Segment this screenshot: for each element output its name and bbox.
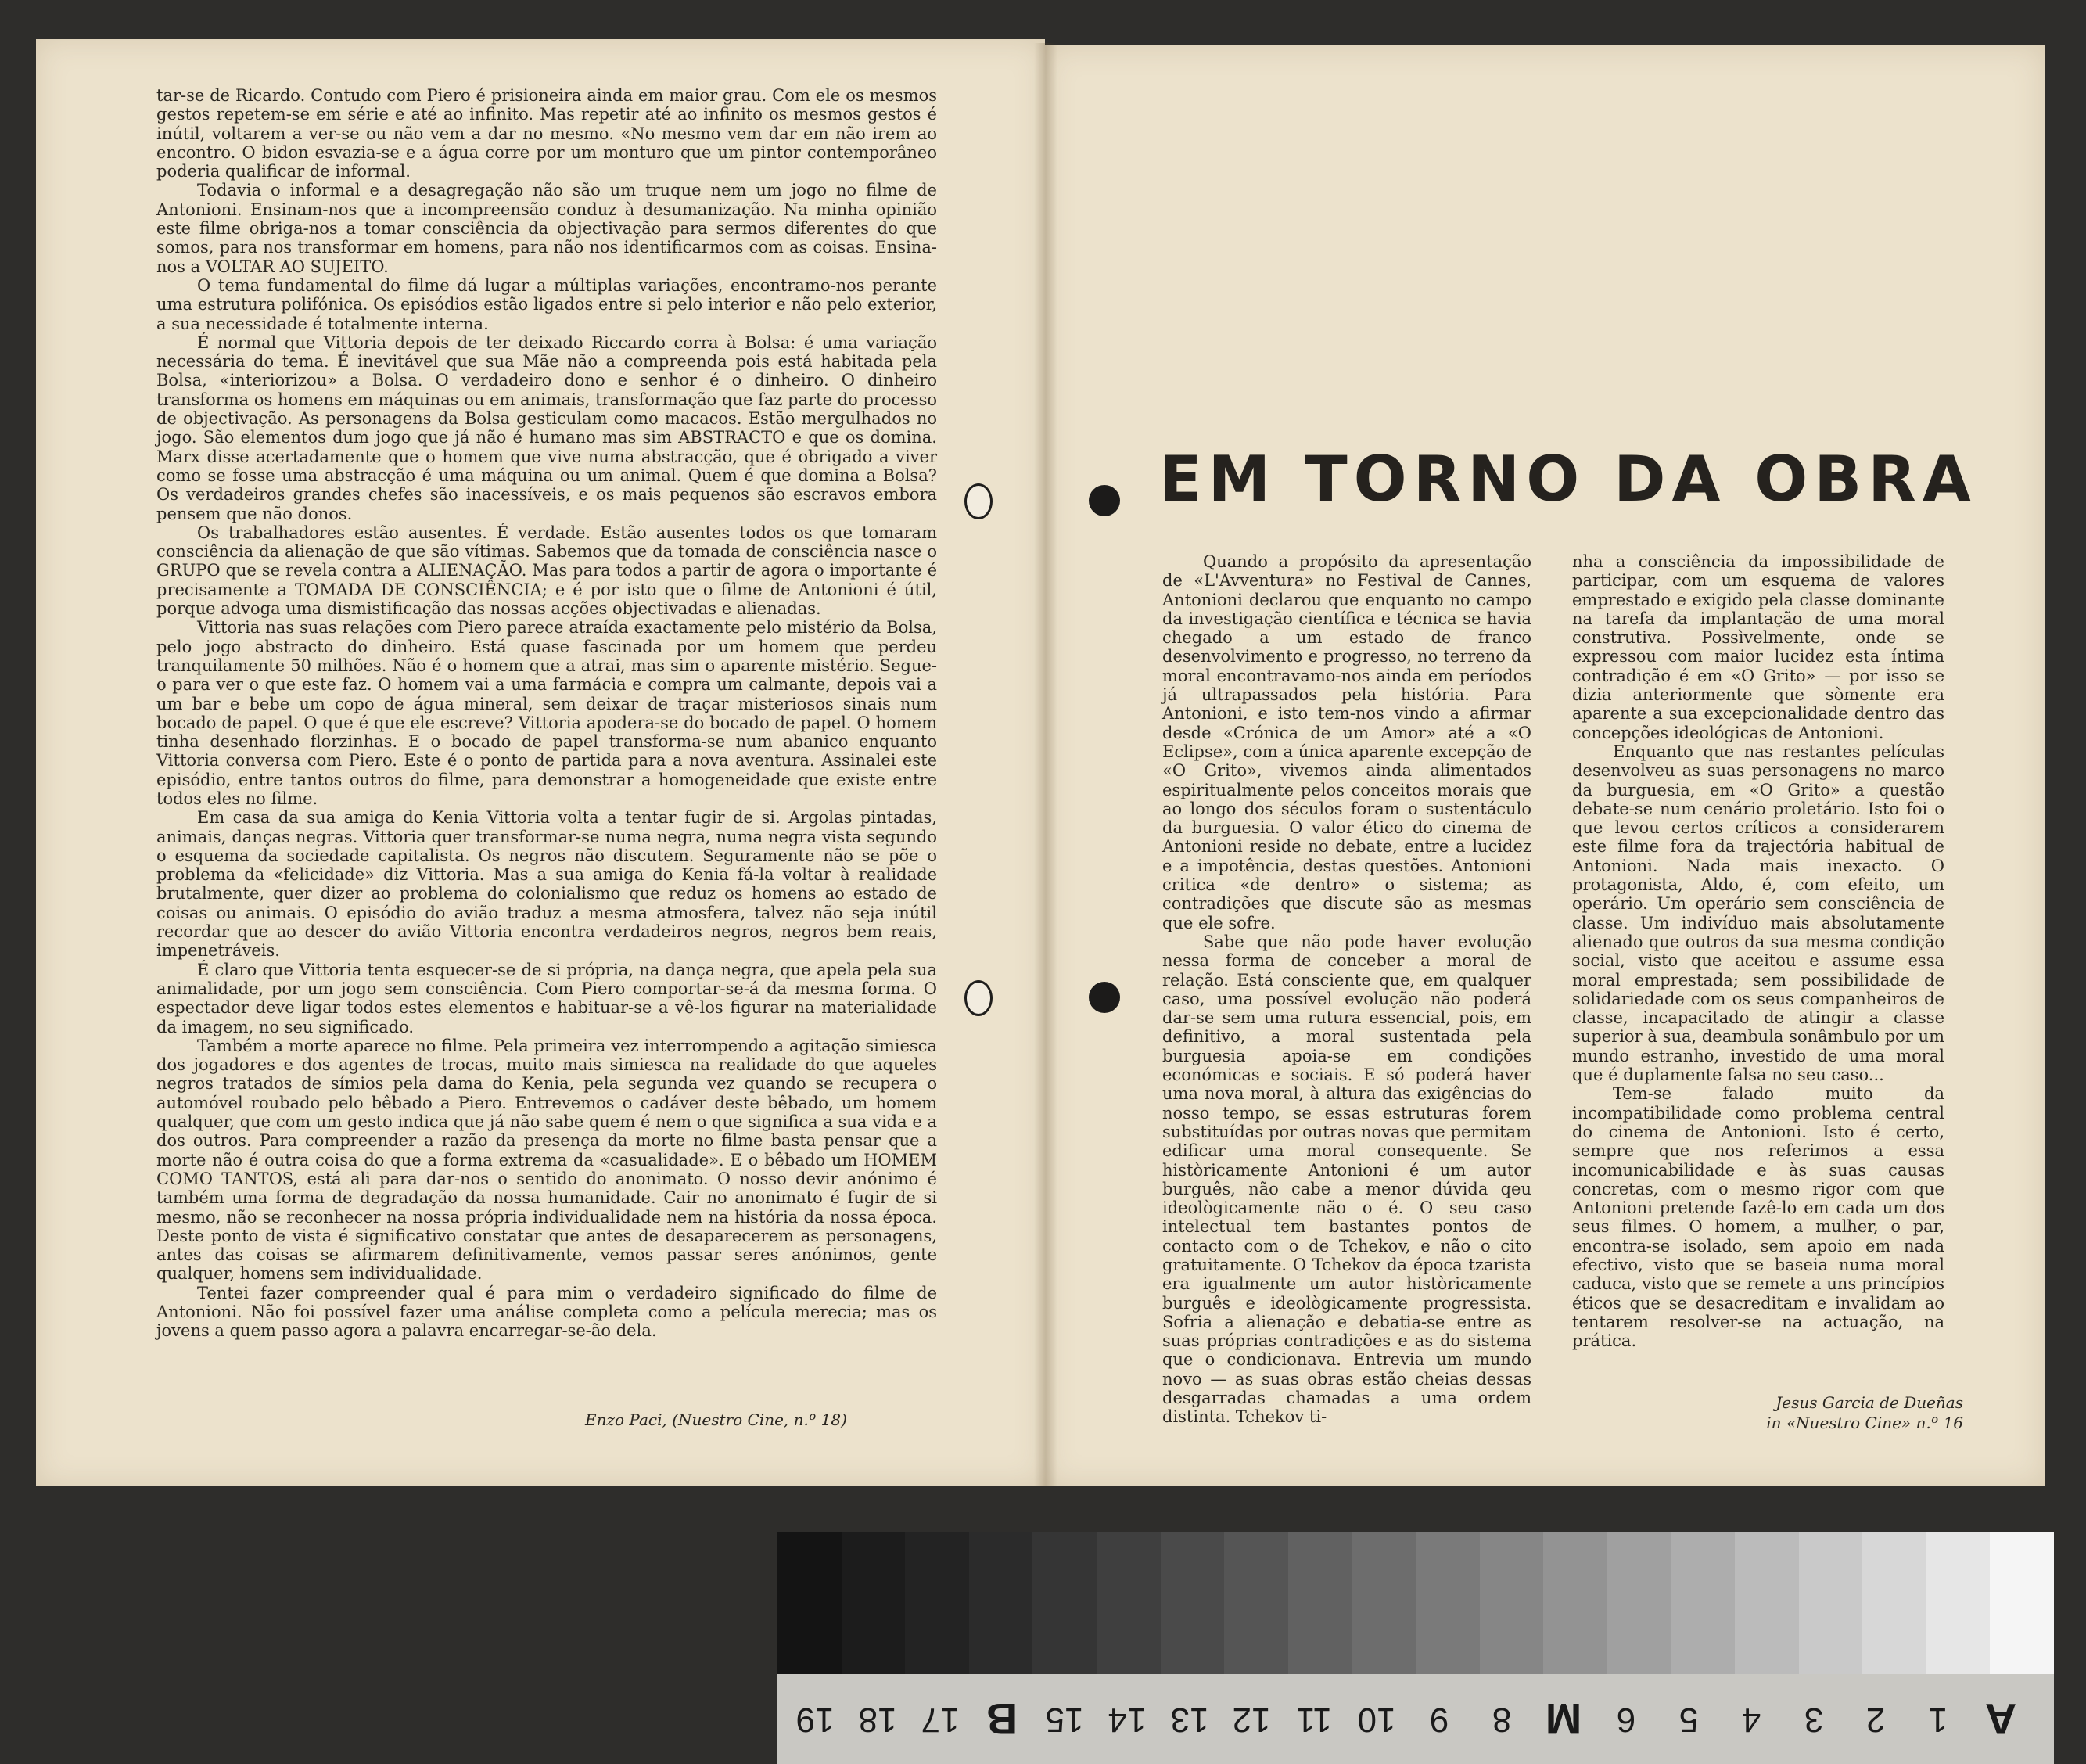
gray-step: [1416, 1532, 1480, 1674]
punch-hole: [1089, 485, 1120, 516]
gray-step: [1288, 1532, 1352, 1674]
scale-label: 3: [1804, 1700, 1823, 1739]
gray-step: [1480, 1532, 1544, 1674]
left-article-column: [156, 86, 937, 1341]
paragraph: tar-se de Ricardo. Contudo com Piero é prisioneira ainda em maior grau. Com ele os mesmos gestos repetem-se em série e até ao infinito. Mas repetir até ao infinito os mesmos gestos é inútil, voltarem a ver-se ou não vem a dar no mesmo. «No mesmo vem dar em não irem ao encontro. O bidon esvazia-se e a água corre por um monturo que um pintor contemporâneo poderia qualificar de informal.: [156, 86, 937, 181]
right-article-column-2: [1572, 552, 1944, 1350]
paragraph: Vittoria nas suas relações com Piero parece atraída exactamente pelo mistério da Bolsa, pelo jogo abstracto do dinheiro. Está quase fascinada por um homem que perdeu tranquilamente 50 milhões. Não é o homem que a atrai, mas sim o aparente mistério. Segue-o para ver o que este faz. O homem vai a uma farmácia e compra um calmante, depois vai a um bar e bebe um copo de água mineral, sem deixar de traçar misteriosos sinais num bocado de papel. O que é que ele escreve? Vittoria apodera-se do bocado de papel. O homem tinha desenhado florzinhas. E o bocado de papel transforma-se num abanico enquanto Vittoria conversa com Piero. Este é o ponto de partida para a nova aventura. Assinalei este episódio, entre tantos outros do filme, para demonstrar a homogeneidade que existe entre todos eles no filme.: [156, 618, 937, 808]
scale-label: 17: [921, 1700, 960, 1739]
gray-step: [1161, 1532, 1225, 1674]
paragraph: Também a morte aparece no filme. Pela primeira vez interrompendo a agitação simiesca dos jogadores e dos agentes de trocas, muito mais simiesca na realidade do que aqueles negros tratados de símios pela dama do Kenia, pela segunda vez quando se recupera o automóvel roubado pelo bêbado a Piero. Entrevemos o cadáver deste bêbado, um homem qualquer, que com um gesto indica que já não sabe quem é nem o que significa a sua vida e a dos outros. Para compreender a razão da presença da morte no filme basta pensar que a morte não é outra coisa do que a forma extrema da «casualidade». E o bêbado um HOMEM COMO TANTOS, está ali para dar-nos o sentido do anonimato. O nosso devir anónimo é também uma forma de degradação da nossa humanidade. Cair no anonimato é fugir de si mesmo, não se reconhecer na nossa própria individualidade nem na história da nossa época. Deste ponto de vista é significativo constatar que antes de desaparecerem as personagens, antes das coisas se afirmarem definitivamente, vemos passar seres anónimos, gente qualquer, homens sem individualidade.: [156, 1036, 937, 1284]
gray-step: [1735, 1532, 1799, 1674]
gray-step: [905, 1532, 969, 1674]
gray-step: [1990, 1532, 2054, 1674]
scale-label: 9: [1429, 1700, 1449, 1739]
gray-step: [969, 1532, 1033, 1674]
paragraph: Enquanto que nas restantes películas desenvolveu as suas personagens no marco da burguesia, em «O Grito» a questão debate-se num cenário proletário. Isto foi o que levou certos críticos a considerarem este filme fora da trajectória habitual de Antonioni. Nada mais inexacto. O protagonista, Aldo, é, com efeito, um operário. Um operário sem consciência de classe. Um indivíduo mais absolutamente alienado que outros da sua mesma condição social, visto que aceitou e assume essa moral emprestada; sem possibilidade de solidariedade com os seus companheiros de classe, incapacitado de atingir a classe superior à sua, deambula sonâmbulo por um mundo estranho, investido de uma moral que é duplamente falsa no seu caso...: [1572, 742, 1944, 1085]
gray-step: [1032, 1532, 1097, 1674]
gray-step: [1224, 1532, 1288, 1674]
punch-hole: [964, 483, 993, 519]
gray-step: [777, 1532, 842, 1674]
paragraph: Tentei fazer compreender qual é para mim o verdadeiro significado do filme de Antonioni. Não foi possível fazer uma análise completa como a película merecia; mas os jovens a quem passo agora a palavra encarregar-se-ão dela.: [156, 1283, 937, 1341]
gray-step: [1862, 1532, 1926, 1674]
scale-label: 2: [1866, 1700, 1886, 1739]
scale-label: 14: [1108, 1700, 1147, 1739]
gray-step: [842, 1532, 906, 1674]
paragraph: Tem-se falado muito da incompatibilidade como problema central do cinema de Antonioni. Isto é certo, sempre que nos referimos a essa incomunicabilidade e às suas causas concretas, com o mesmo rigor com que Antonioni pretende fazê-lo em cada um dos seus filmes. O homem, a mulher, o par, encontra-se isolado, sem apoio em nada efectivo, visto que se baseia numa moral caduca, visto que se remete a uns princípios éticos que se desacreditam e invalidam ao tentarem resolver-se na actuação, na prática.: [1572, 1084, 1944, 1351]
paragraph: nha a consciência da impossibilidade de participar, com um esquema de valores emprestado e exigido pela classe dominante na tarefa da implantação de uma moral construtiva. Possìvelmente, onde se expressou com maior lucidez esta íntima contradição é em «O Grito» — por isso se dizia anteriormente que sòmente era aparente a sua excepcionalidade dentro das concepções ideológicas de Antonioni.: [1572, 552, 1944, 742]
scale-label: 12: [1233, 1700, 1271, 1739]
scale-label: 15: [1045, 1700, 1084, 1739]
color-calibration-card: [777, 1532, 2054, 1764]
punch-hole: [964, 980, 993, 1016]
left-signature: Enzo Paci, (Nuestro Cine, n.º 18): [585, 1410, 847, 1429]
gray-step: [1543, 1532, 1607, 1674]
scale-label: M: [1546, 1694, 1582, 1744]
paragraph: Os trabalhadores estão ausentes. É verdade. Estão ausentes todos os que tomaram consciência da alienação de que são vítimas. Sabemos que da tomada de consciência nasce o GRUPO que se revela contra a ALIENAÇÃO. Mas para todos a partir de agora o importante é precisamente a TOMADA DE CONSCIÊNCIA; e é por isto que o filme de Antonioni é útil, porque advoga uma dismistificação das nossas acções objectivadas e alienadas.: [156, 523, 937, 619]
right-signature-author: Jesus Garcia de Dueñas: [1775, 1393, 1963, 1412]
scale-label: 4: [1741, 1700, 1761, 1739]
right-article-column-1: [1162, 552, 1531, 1427]
paragraph: Em casa da sua amiga do Kenia Vittoria volta a tentar fugir de si. Argolas pintadas, animais, danças negras. Vittoria quer transformar-se numa negra, numa negra vista segundo o esquema da sociedade capitalista. Os negros não discutem. Seguramente não se põe o problema da «felicidade» diz Vittoria. Mas a sua amiga do Kenia fá-la voltar à realidade brutalmente, quer dizer ao problema do colonialismo que reduz os homens ao estado de coisas ou animais. O episódio do avião traduz a mesma atmosfera, talvez não seja inútil recordar que ao descer do avião Vittoria encontra verdadeiros negros, negros bem reais, impenetráveis.: [156, 808, 937, 961]
gray-step: [1607, 1532, 1671, 1674]
scale-label: 19: [795, 1700, 835, 1739]
paragraph: É normal que Vittoria depois de ter deixado Riccardo corra à Bolsa: é uma variação necessária do tema. É inevitável que sua Mãe não a compreenda pois está habitada pela Bolsa, «interiorizou» a Bolsa. O verdadeiro dono e senhor é o dinheiro. O dinheiro transforma os homens em máquinas ou em animais, transformação que faz parte do processo de objectivação. As personagens da Bolsa gesticulam como macacos. Estão mergulhados no jogo. São elementos dum jogo que já não é humano mas sim ABSTRACTO e que os domina. Marx disse acertadamente que o homem que vive numa abstracção, que é obrigado a viver como se fosse uma abstracção é uma máquina ou um animal. Quem é que domina a Bolsa? Os verdadeiros grandes chefes são inacessíveis, e os mais pequenos são escravos embora pensem que não donos.: [156, 332, 937, 523]
scale-label: 18: [858, 1700, 897, 1739]
punch-hole: [1089, 982, 1120, 1013]
scale-label-row: [777, 1674, 2054, 1764]
paragraph: O tema fundamental do filme dá lugar a múltiplas variações, encontramo-nos perante uma estrutura polifónica. Os episódios estão ligados entre si pelo interior e não pelo exterior, a sua necessidade é totalmente interna.: [156, 275, 937, 333]
paragraph: É claro que Vittoria tenta esquecer-se de si própria, na dança negra, que apela pela sua animalidade, por um jogo sem consciência. Com Piero comportar-se-á da mesma forma. O espectador deve ligar todos estes elementos e habituar-se a vê-los figurar na materialidade da imagem, no seu significado.: [156, 960, 937, 1036]
scale-label: 6: [1616, 1700, 1636, 1739]
scale-label: 11: [1296, 1700, 1333, 1739]
paragraph: Quando a propósito da apresentação de «L'Avventura» no Festival de Cannes, Antonioni declarou que enquanto no campo da investigação científica e técnica se havia chegado a um estado de franco desenvolvimento e progresso, no terreno da moral encontravamo-nos ainda em períodos já ultrapassados pela história. Para Antonioni, e isto tem-nos vindo a afirmar desde «Crónica de um Amor» até a «O Eclipse», com a única aparente excepção de «O Grito», vivemos ainda alimentados espiritualmente pelos conceitos morais que ao longo dos séculos foram o sustentáculo da burguesia. O valor ético do cinema de Antonioni reside no debate, entre a lucidez e a impotência, destas questões. Antonioni critica «de dentro» o sistema; as contradições que discute são as mesmas que ele sofre.: [1162, 552, 1531, 932]
gray-step: [1926, 1532, 1991, 1674]
right-signature-source: in «Nuestro Cine» n.º 16: [1766, 1414, 1963, 1432]
scale-label: 5: [1678, 1700, 1699, 1739]
gray-step: [1097, 1532, 1161, 1674]
gray-step: [1671, 1532, 1735, 1674]
scale-label: 8: [1492, 1700, 1511, 1739]
gray-scale-strip: [777, 1532, 2054, 1674]
paragraph: Todavia o informal e a desagregação não são um truque nem um jogo no filme de Antonioni. Ensinam-nos que a incompreensão conduz à desumanização. Na minha opinião este filme obriga-nos a tomar consciência da objectivação para sermos diferentes do que somos, para nos transformar em homens, para não nos identificarmos com as coisas. Ensina-nos a VOLTAR AO SUJEITO.: [156, 181, 937, 276]
gray-step: [1799, 1532, 1863, 1674]
paragraph: Sabe que não pode haver evolução nessa forma de conceber a moral de relação. Está consciente que, em qualquer caso, uma possível evolução não poderá dar-se sem uma rutura essencial, pois, em definitivo, a moral sustentada pela burguesia apoia-se em condições económicas e sociais. E só poderá haver uma nova moral, à altura das exigências do nosso tempo, se essas estruturas forem substituídas por outras novas que permitam edificar uma moral consequente. Se històricamente Antonioni é um autor burguês, não cabe a menor dúvida qeu ideològicamente não o é. O seu caso intelectual tem bastantes pontos de contacto com o de Tchekov, e não o cito gratuitamente. O Tchekov da época tzarista era igualmente um autor històricamente burguês e ideològicamente progressista. Sofria a alienação e debatia-se entre as suas próprias contradições e as do sistema que o condicionava. Entrevia um mundo novo — as suas obras estão cheias dessas desgarradas chamadas a uma ordem distinta. Tchekov ti-: [1162, 932, 1531, 1427]
scale-label: B: [986, 1694, 1018, 1744]
scale-label: A: [1984, 1694, 2017, 1744]
section-title: EM TORNO DA OBRA: [1159, 443, 1977, 516]
gray-step: [1352, 1532, 1416, 1674]
scale-label: 10: [1357, 1700, 1396, 1739]
scale-label: 13: [1170, 1700, 1209, 1739]
scale-label: 1: [1928, 1700, 1948, 1739]
page-fold: [1034, 43, 1057, 1486]
